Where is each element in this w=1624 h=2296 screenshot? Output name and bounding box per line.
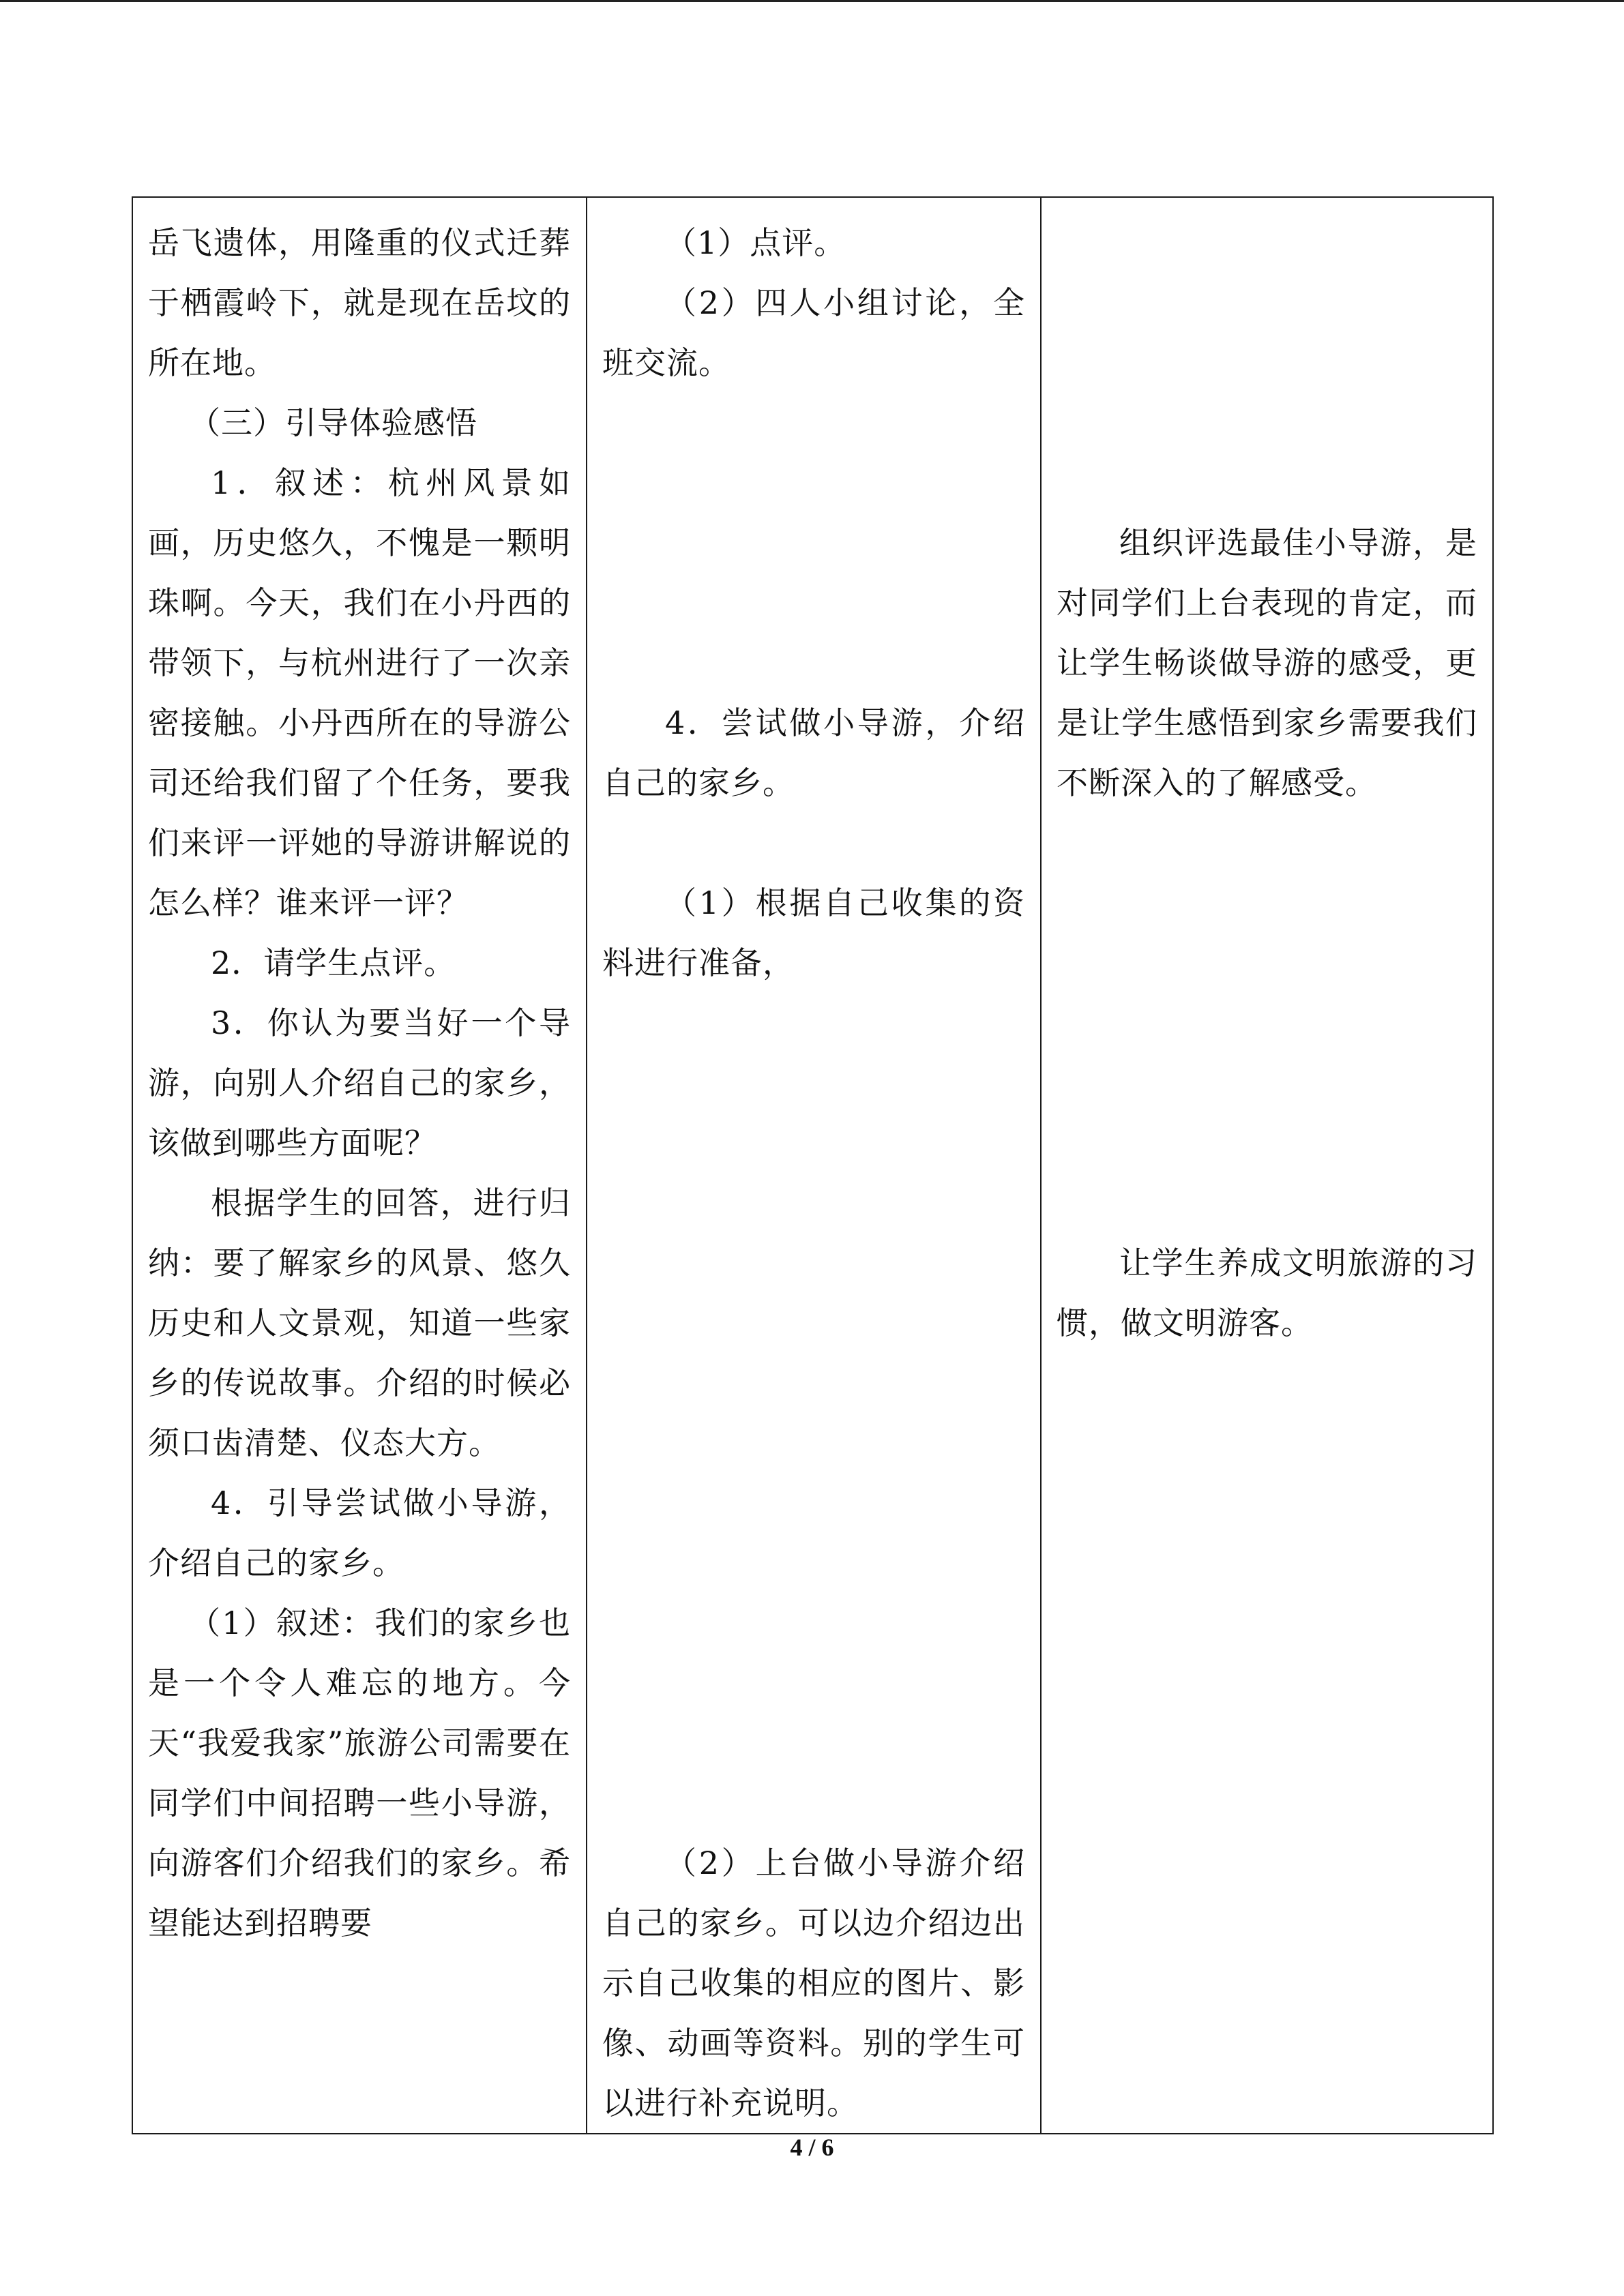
teacher-paragraph: 岳飞遗体，用隆重的仪式迁葬于栖霞岭下，就是现在岳坟的所在地。 bbox=[148, 224, 571, 381]
teacher-paragraph: 根据学生的回答，进行归纳：要了解家乡的风景、悠久历史和人文景观，知道一些家乡的传说故事。介绍的时候必须口齿清楚、仪态大方。 bbox=[148, 1184, 571, 1461]
student-activity-cell bbox=[587, 197, 1041, 2134]
teacher-paragraph: 2．请学生点评。 bbox=[211, 944, 456, 981]
teacher-paragraph: 1．叙述：杭州风景如画，历史悠久，不愧是一颗明珠啊。今天，我们在小丹西的带领下，与杭州进行了一次亲密接触。小丹西所在的导游公司还给我们留了个任务，要我们来评一评她的导游讲解说的怎么样？谁来评一评？ bbox=[148, 464, 571, 921]
teacher-paragraph: 4．引导尝试做小导游，介绍自己的家乡。 bbox=[148, 1485, 571, 1581]
teacher-paragraph: （1）叙述：我们的家乡也是一个令人难忘的地方。今天“我爱我家”旅游公司需要在同学们中间招聘一些小导游，向游客们介绍我们的家乡。希望能达到招聘要 bbox=[148, 1605, 571, 1941]
intent-paragraph: 让学生养成文明旅游的习惯，做文明游客。 bbox=[1057, 1244, 1477, 1341]
student-paragraph: （2）上台做小导游介绍自己的家乡。可以边介绍边出示自己收集的相应的图片、影像、动画等资料。别的学生可以进行补充说明。 bbox=[602, 1845, 1025, 2121]
table-row bbox=[132, 197, 1493, 2134]
teacher-paragraph: 3．你认为要当好一个导游，向别人介绍自己的家乡，该做到哪些方面呢？ bbox=[148, 1004, 571, 1161]
intent-paragraph: 组织评选最佳小导游，是对同学们上台表现的肯定，而让学生畅谈做导游的感受，更是让学生感悟到家乡需要我们不断深入的了解感受。 bbox=[1057, 524, 1477, 801]
lesson-plan-table bbox=[132, 196, 1494, 2134]
student-paragraph: 4．尝试做小导游，介绍自己的家乡。 bbox=[602, 704, 1025, 801]
section-heading: （三）引导体验感悟 bbox=[189, 404, 477, 441]
page-top-border bbox=[0, 0, 1624, 2]
design-intent-cell bbox=[1041, 197, 1493, 2134]
page-number: 4 / 6 bbox=[790, 2134, 834, 2161]
student-paragraph: （1）点评。 bbox=[665, 224, 846, 261]
student-paragraph: （1）根据自己收集的资料进行准备， bbox=[602, 884, 1025, 981]
student-paragraph: （2）四人小组讨论，全班交流。 bbox=[602, 284, 1025, 381]
teacher-activity-cell bbox=[132, 197, 587, 2134]
